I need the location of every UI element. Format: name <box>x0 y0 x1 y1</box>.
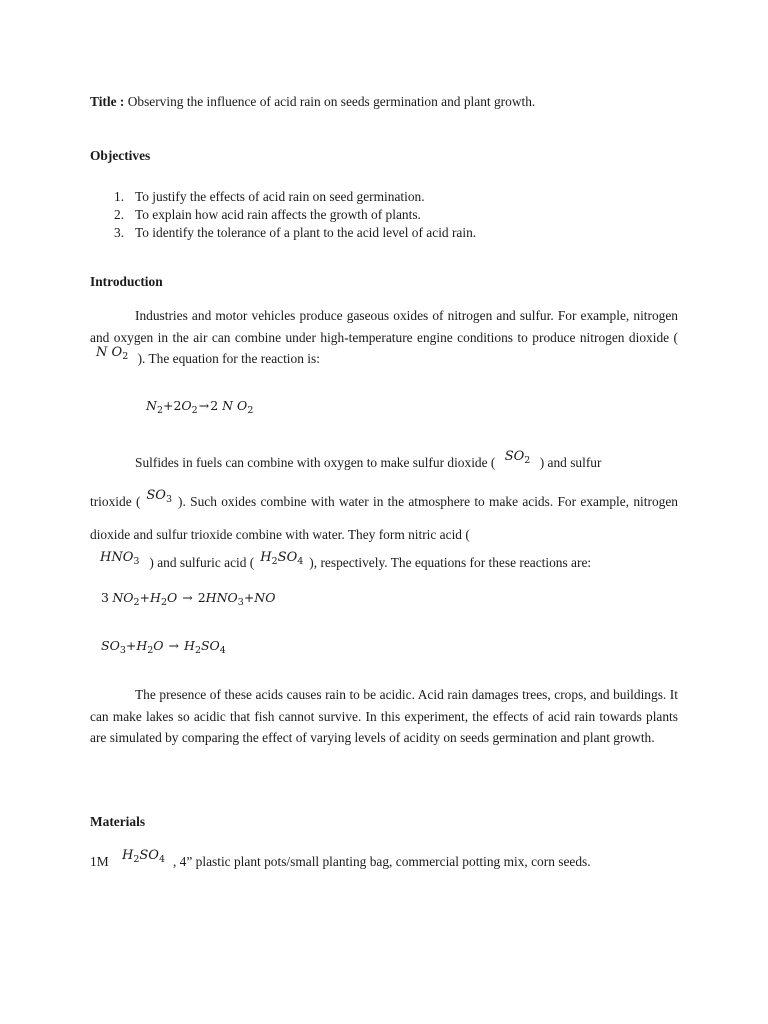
list-item: 3. To identify the tolerance of a plant to the acid level of acid rain. <box>114 225 477 240</box>
formula-hno3: $HNO_3$ <box>100 550 140 567</box>
title-text: Observing the influence of acid rain on seeds germination and plant growth. <box>127 94 536 109</box>
introduction-heading: Introduction <box>90 274 163 289</box>
materials-prefix: 1M <box>90 854 109 869</box>
intro-paragraph-2-cont: trioxide ( $SO_3$ ). Such oxides combine with water in the atmosphere to make acids. For example, nitrogen dioxide and sulfur trioxide combine with water. They form nitric acid ( $HNO_3$ ) and sulfuric acid ( $H_2SO_4$ ), respectively. The equations for these reactions are: <box>90 488 678 570</box>
objectives-list <box>114 188 476 242</box>
formula-so2: $SO_2$ <box>504 449 531 466</box>
document-title <box>90 94 535 110</box>
equation-1: $N_2+2O_2\to 2$ N $O_2$ <box>146 398 254 416</box>
materials-text: , 4” plastic plant pots/small planting bag, commercial potting mix, corn seeds. <box>172 854 591 869</box>
equation-2: 3 $NO_2+H_2O \to 2HNO_3+NO$ <box>101 590 276 608</box>
intro-paragraph-1: Industries and motor vehicles produce gaseous oxides of nitrogen and sulfur. For example, nitrogen and oxygen in the air can combine under high-temperature engine conditions to produce nitrogen dioxide ( N $O_2$ ). The equation for the reaction is: <box>90 308 678 366</box>
objectives-heading: Objectives <box>90 148 151 163</box>
list-item: 2. To explain how acid rain affects the growth of plants. <box>114 207 421 222</box>
materials-list <box>90 848 591 881</box>
title-label: Title : <box>90 94 125 109</box>
formula-h2so4-materials: $H_2SO_4$ <box>121 848 165 865</box>
formula-so3: $SO_3$ <box>146 488 173 505</box>
list-item: 1. To justify the effects of acid rain on seed germination. <box>114 189 425 204</box>
formula-h2so4: $H_2SO_4$ <box>260 550 304 567</box>
formula-no2: N $O_2$ <box>96 345 129 362</box>
intro-paragraph-2: Sulfides in fuels can combine with oxygen to make sulfur dioxide ( $SO_2$ ) and sulfur <box>135 449 602 470</box>
intro-paragraph-3: The presence of these acids causes rain to be acidic. Acid rain damages trees, crops, and buildings. It can make lakes so acidic that fish cannot survive. In this experiment, the effects of acid rain towards plants are simulated by comparing the effect of varying levels of acidity on seeds germination and plant growth. <box>90 687 678 745</box>
materials-heading: Materials <box>90 814 146 829</box>
equation-3: $SO_3+H_2O \to H_2SO_4$ <box>101 638 226 656</box>
